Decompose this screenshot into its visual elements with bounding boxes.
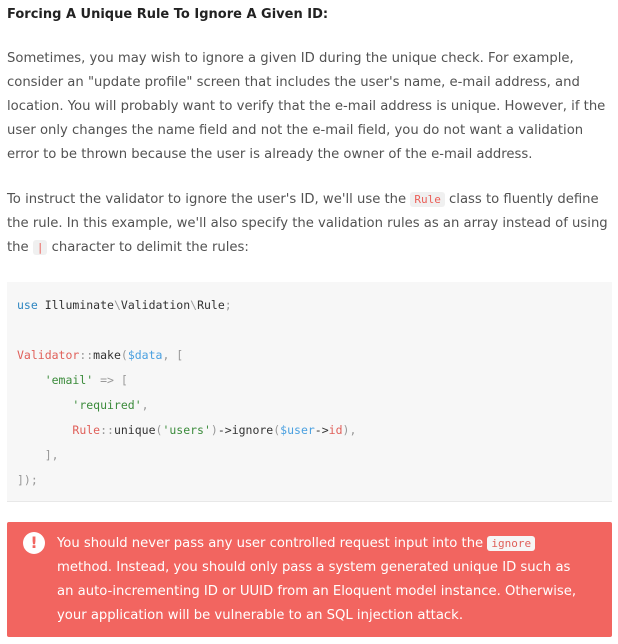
- text: character to delimit the rules:: [47, 240, 249, 255]
- code-token: (: [273, 423, 281, 437]
- code-token: unique: [113, 423, 156, 437]
- code-token: (: [155, 423, 163, 437]
- code-line: [17, 393, 602, 418]
- code-line: [17, 343, 602, 368]
- exclamation-circle-icon: !: [23, 532, 45, 554]
- code-line: [17, 418, 602, 443]
- code-token: use: [17, 298, 38, 312]
- text: class to fluently define the rule. In this example, we'll also specify the validation rules as an array instead of using the: [7, 192, 608, 255]
- code-token: [17, 423, 72, 437]
- code-token: (: [120, 348, 128, 362]
- code-token: \: [190, 298, 198, 312]
- code-token: [17, 398, 72, 412]
- code-token: Rule: [72, 423, 101, 437]
- text: To instruct the validator to ignore the user's ID, we'll use the: [7, 192, 411, 207]
- code-line: [17, 468, 602, 493]
- inline-code-rule: Rule: [410, 192, 445, 207]
- code-token: make: [93, 348, 121, 362]
- code-token: [17, 373, 45, 387]
- code-token: 'users': [162, 423, 211, 437]
- code-token: ,: [141, 398, 149, 412]
- paragraph-intro: Sometimes, you may wish to ignore a given ID during the unique check. For example, consider an "update profile" screen that includes the user's name, e-mail address, and location. You will probably want to verify that the e-mail address is unique. However, if the user only changes the name field and not the e-mail field, you do not want a validation error to be thrown because the user is already the owner of the e-mail address.: [7, 51, 606, 162]
- code-token: Validator: [17, 348, 80, 362]
- code-token: ): [210, 423, 218, 437]
- code-token: 'email': [44, 373, 94, 387]
- code-token: ]);: [17, 473, 38, 487]
- code-token: Rule: [197, 298, 225, 312]
- alert-text: [57, 532, 587, 628]
- warning-alert: [7, 522, 612, 637]
- code-token: ->ignore: [217, 423, 274, 437]
- code-line: [17, 318, 602, 343]
- code-token: Validation: [120, 298, 191, 312]
- code-token: ;: [224, 298, 232, 312]
- text: method. Instead, you should only pass a system generated unique ID such as an auto-incrementing ID or UUID from an Eloquent model instance. Otherwise, your application will be vulnerable to an SQL injection attack.: [57, 560, 577, 623]
- code-token: ->: [314, 423, 329, 437]
- code-line: [17, 443, 602, 468]
- code-token: , [: [162, 348, 184, 362]
- paragraph-rule-class: [7, 188, 613, 260]
- code-token: ],: [17, 448, 59, 462]
- code-token: Illuminate: [37, 298, 114, 312]
- inline-code-pipe: |: [33, 240, 48, 255]
- code-line: [17, 368, 602, 393]
- code-token: ),: [342, 423, 357, 437]
- code-token: $user: [280, 423, 315, 437]
- code-block: [7, 282, 612, 502]
- code-content: [7, 282, 612, 504]
- inline-code-ignore: ignore: [487, 536, 535, 551]
- code-token: ::: [79, 348, 94, 362]
- code-token: \: [113, 298, 121, 312]
- code-token: $data: [127, 348, 163, 362]
- code-token: 'required': [72, 398, 142, 412]
- section-heading: Forcing A Unique Rule To Ignore A Given ID:: [7, 7, 329, 22]
- code-line: [17, 293, 602, 318]
- code-token: => [: [93, 373, 128, 387]
- code-token: ::: [100, 423, 114, 437]
- code-token: id: [328, 423, 343, 437]
- text: You should never pass any user controlled request input into the: [57, 536, 488, 551]
